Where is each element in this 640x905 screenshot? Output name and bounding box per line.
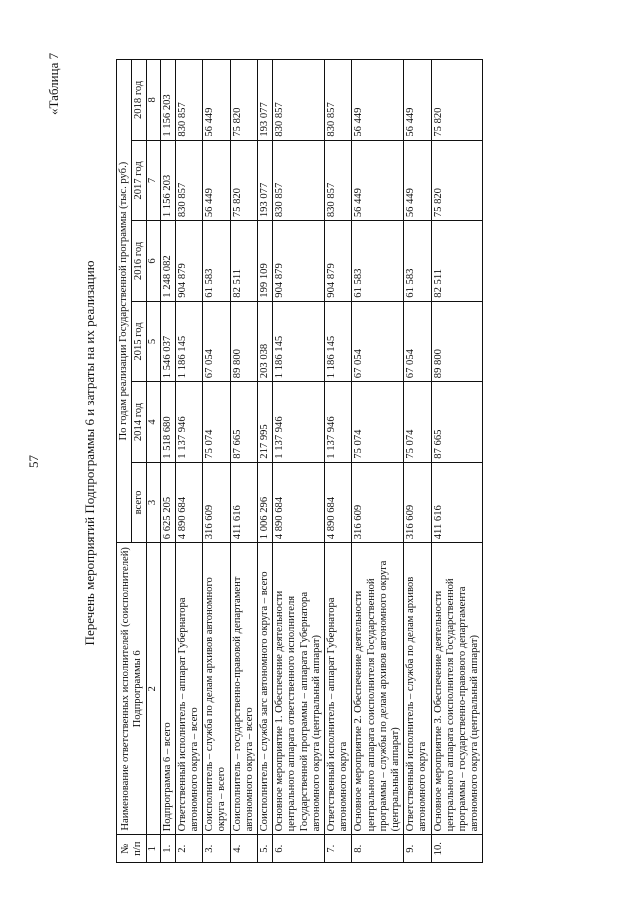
row-value: 1 248 082: [160, 221, 175, 302]
row-value: 316 609: [404, 462, 431, 543]
table-label: «Таблица 7: [46, 52, 61, 115]
row-value: 67 054: [352, 301, 404, 382]
page-number: 57: [26, 455, 41, 468]
row-value: 87 665: [431, 382, 483, 463]
column-number: 4: [147, 382, 160, 463]
row-value: 199 109: [258, 221, 273, 302]
row-value: 56 449: [352, 140, 404, 221]
row-name: Ответственный исполнитель – аппарат Губернатора автономного округа: [325, 543, 352, 835]
row-value: 61 583: [404, 221, 431, 302]
row-value: 75 820: [230, 140, 257, 221]
row-value: 67 054: [404, 301, 431, 382]
table-row: [203, 60, 230, 863]
row-name: Соисполнитель – служба по делам архивов автономного округа – всего: [203, 543, 230, 835]
row-value: 1 518 680: [160, 382, 175, 463]
row-value: 82 511: [230, 221, 257, 302]
header-total: всего: [132, 462, 147, 543]
column-number: 8: [147, 60, 160, 141]
header-year: 2017 год: [132, 140, 147, 221]
row-name: Соисполнитель – служба загс автономного округа – всего: [258, 543, 273, 835]
row-value: 56 449: [352, 60, 404, 141]
header-period: По годам реализации Государственной программы (тыс. руб.): [117, 60, 132, 543]
row-value: 830 857: [325, 140, 352, 221]
row-value: 82 511: [431, 221, 483, 302]
header-name: Наименование ответственных исполнителей (соисполнителей) Подпрограммы 6: [117, 543, 147, 835]
column-number: 1: [147, 835, 160, 863]
document-title: Перечень мероприятий Подпрограммы 6 и затраты на их реализацию: [82, 260, 97, 646]
row-value: 89 800: [431, 301, 483, 382]
row-name: Основное мероприятие 3. Обеспечение деятельности центрального аппарата соисполнителя Государственной программы – государственно-правового департамента автономного округа (центральный аппарат): [431, 543, 483, 835]
table-row: [352, 60, 404, 863]
column-number: 5: [147, 301, 160, 382]
header-num: № п/п: [117, 835, 147, 863]
row-number: 1.: [160, 835, 175, 863]
row-name: Ответственный исполнитель – служба по делам архивов автономного округа: [404, 543, 431, 835]
row-name: Ответственный исполнитель – аппарат Губернатора автономного округа – всего: [175, 543, 202, 835]
table-row: [325, 60, 352, 863]
row-name: Соисполнитель – государственно-правовой департамент автономного округа – всего: [230, 543, 257, 835]
row-value: 217 995: [258, 382, 273, 463]
row-value: 61 583: [352, 221, 404, 302]
table-row: [258, 60, 273, 863]
row-value: 75 074: [352, 382, 404, 463]
row-number: 3.: [203, 835, 230, 863]
row-value: 4 890 684: [325, 462, 352, 543]
row-number: 7.: [325, 835, 352, 863]
row-value: 203 038: [258, 301, 273, 382]
activities-table: [116, 59, 483, 863]
row-number: 2.: [175, 835, 202, 863]
row-value: 61 583: [203, 221, 230, 302]
row-value: 75 074: [404, 382, 431, 463]
row-value: 6 625 205: [160, 462, 175, 543]
row-value: 904 879: [175, 221, 202, 302]
row-value: 1 186 145: [273, 301, 325, 382]
row-number: 6.: [273, 835, 325, 863]
row-value: 1 137 946: [273, 382, 325, 463]
table-row: [273, 60, 325, 863]
row-value: 56 449: [203, 140, 230, 221]
row-value: 1 006 296: [258, 462, 273, 543]
row-value: 1 137 946: [175, 382, 202, 463]
header-year: 2018 год: [132, 60, 147, 141]
header-year: 2014 год: [132, 382, 147, 463]
row-number: 5.: [258, 835, 273, 863]
table-row: [175, 60, 202, 863]
row-value: 1 156 203: [160, 140, 175, 221]
column-number: 2: [147, 543, 160, 835]
row-value: 1 137 946: [325, 382, 352, 463]
table-row: [160, 60, 175, 863]
row-value: 75 074: [203, 382, 230, 463]
row-value: 56 449: [404, 60, 431, 141]
row-value: 904 879: [273, 221, 325, 302]
row-value: 316 609: [352, 462, 404, 543]
row-value: 1 186 145: [175, 301, 202, 382]
column-number: 3: [147, 462, 160, 543]
table-row: [230, 60, 257, 863]
row-value: 67 054: [203, 301, 230, 382]
row-value: 316 609: [203, 462, 230, 543]
row-value: 1 186 145: [325, 301, 352, 382]
row-value: 411 616: [431, 462, 483, 543]
row-value: 830 857: [273, 60, 325, 141]
row-value: 75 820: [230, 60, 257, 141]
row-value: 56 449: [203, 60, 230, 141]
row-value: 4 890 684: [273, 462, 325, 543]
row-value: 830 857: [175, 140, 202, 221]
row-value: 89 800: [230, 301, 257, 382]
column-number-row: [147, 60, 160, 863]
row-value: 193 077: [258, 60, 273, 141]
row-value: 1 546 037: [160, 301, 175, 382]
table-row: [431, 60, 483, 863]
row-number: 10.: [431, 835, 483, 863]
row-number: 9.: [404, 835, 431, 863]
row-value: 75 820: [431, 140, 483, 221]
row-value: 1 156 203: [160, 60, 175, 141]
row-value: 193 077: [258, 140, 273, 221]
row-number: 4.: [230, 835, 257, 863]
header-year: 2015 год: [132, 301, 147, 382]
header-year: 2016 год: [132, 221, 147, 302]
row-name: Подпрограмма 6 – всего: [160, 543, 175, 835]
row-value: 830 857: [273, 140, 325, 221]
row-value: 830 857: [175, 60, 202, 141]
row-value: 904 879: [325, 221, 352, 302]
table-row: [404, 60, 431, 863]
row-value: 56 449: [404, 140, 431, 221]
row-value: 75 820: [431, 60, 483, 141]
row-value: 411 616: [230, 462, 257, 543]
row-value: 4 890 684: [175, 462, 202, 543]
row-name: Основное мероприятие 1. Обеспечение деятельности центрального аппарата ответственного исполнителя Государственной программы – аппарата Губернатора автономного округа (центральный аппарат): [273, 543, 325, 835]
row-name: Основное мероприятие 2. Обеспечение деятельности центрального аппарата соисполнителя Государственной программы – службы по делам архивов автономного округа (центральный аппарат): [352, 543, 404, 835]
row-number: 8.: [352, 835, 404, 863]
column-number: 6: [147, 221, 160, 302]
row-value: 87 665: [230, 382, 257, 463]
column-number: 7: [147, 140, 160, 221]
row-value: 830 857: [325, 60, 352, 141]
